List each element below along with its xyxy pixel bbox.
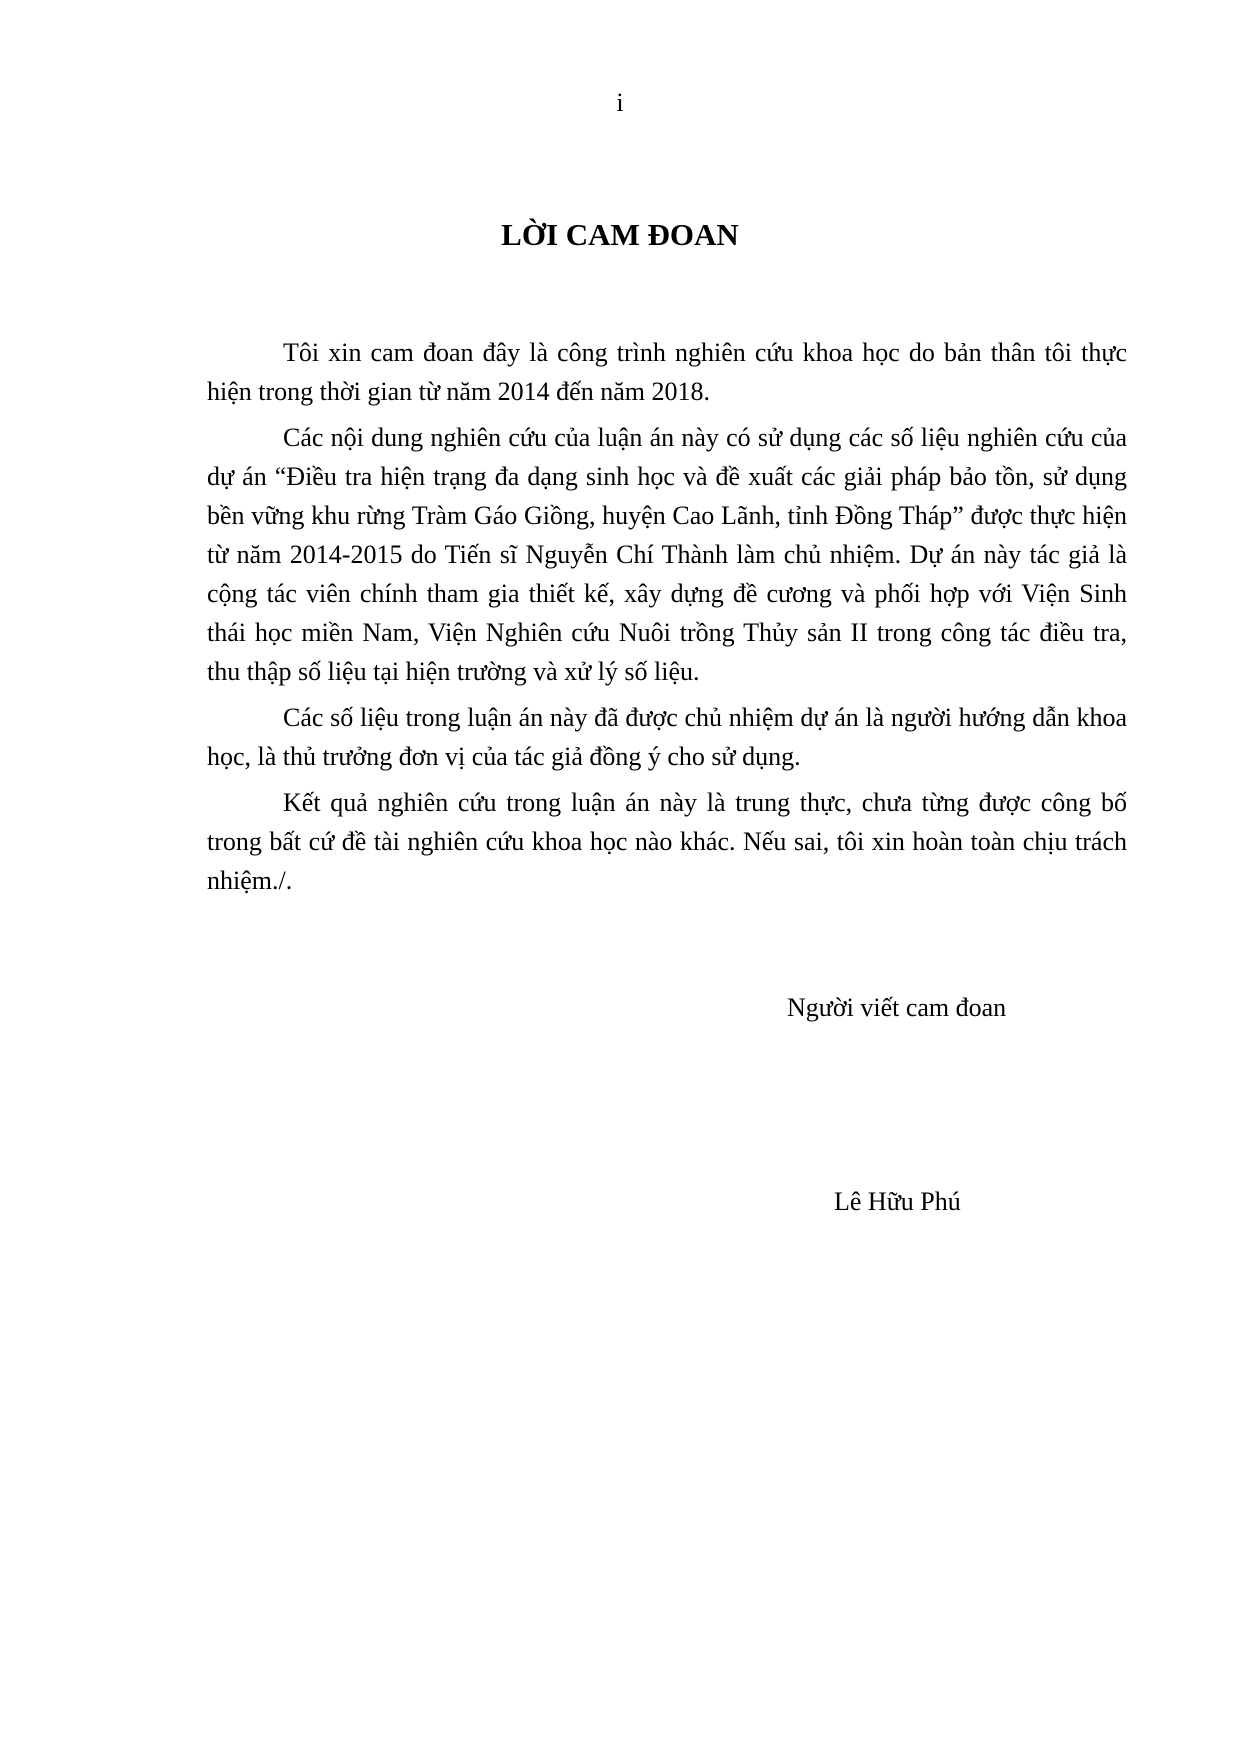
page-title: LỜI CAM ĐOAN: [501, 217, 739, 252]
page-number: i: [616, 88, 624, 117]
signature-name: Lê Hữu Phú: [834, 1187, 961, 1216]
paragraph: Các nội dung nghiên cứu của luận án này có sử dụng các số liệu nghiên cứu của dự án “Điều tra hiện trạng đa dạng sinh học và đề xuất các giải pháp bảo tồn, sử dụng bền vững khu rừng Tràm Gáo Giồng, huyện Cao Lãnh, tỉnh Đồng Tháp” được thực hiện từ năm 2014-2015 do Tiến sĩ Nguyễn Chí Thành làm chủ nhiệm. Dự án này tác giả là cộng tác viên chính tham gia thiết kế, xây dựng đề cương và phối hợp với Viện Sinh thái học miền Nam, Viện Nghiên cứu Nuôi trồng Thủy sản II trong công tác điều tra, thu thập số liệu tại hiện trường và xử lý số liệu.: [207, 423, 1127, 686]
paragraph: Kết quả nghiên cứu trong luận án này là trung thực, chưa từng được công bố trong bất cứ đề tài nghiên cứu khoa học nào khác. Nếu sai, tôi xin hoàn toàn chịu trách nhiệm./.: [207, 788, 1127, 895]
declaration-body: [207, 333, 1127, 907]
paragraph: Tôi xin cam đoan đây là công trình nghiên cứu khoa học do bản thân tôi thực hiện trong thời gian từ năm 2014 đến năm 2018.: [207, 338, 1127, 406]
signature-label: Người viết cam đoan: [787, 993, 1007, 1022]
paragraph: Các số liệu trong luận án này đã được chủ nhiệm dự án là người hướng dẫn khoa học, là thủ trưởng đơn vị của tác giả đồng ý cho sử dụng.: [207, 703, 1127, 771]
